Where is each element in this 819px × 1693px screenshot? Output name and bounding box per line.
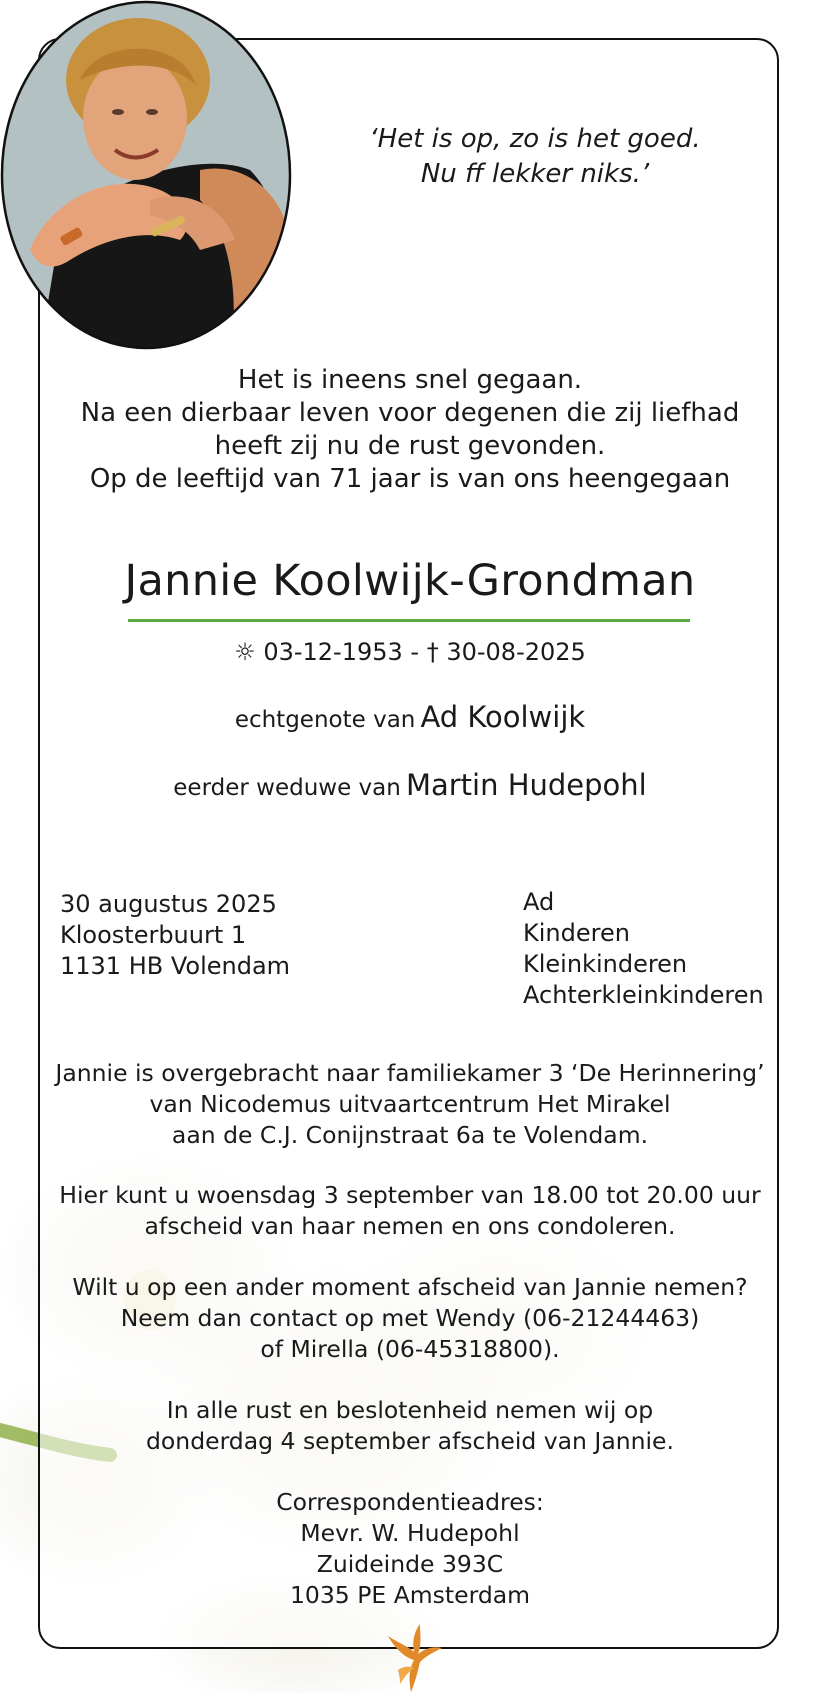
family-item: Ad [523,888,555,916]
visiting-paragraph [40,1180,780,1242]
family-item: Achterkleinkinderen [523,981,764,1009]
address-city: 1131 HB Volendam [60,952,291,980]
phoenix-logo-icon [378,1622,444,1693]
family-item: Kinderen [523,919,630,947]
address-date: 30 augustus 2025 [60,890,277,918]
spouse-line [40,700,780,734]
address-street: Kloosterbuurt 1 [60,921,247,949]
paragraph-line: Wilt u op een ander moment afscheid van Jannie nemen? [72,1273,748,1301]
widow-prefix: eerder weduwe van [173,775,401,801]
intro-line: Het is ineens snel gegaan. [237,365,583,395]
quote-line: ‘Het is op, zo is het goed. [369,124,701,154]
farewell-paragraph [40,1395,780,1457]
paragraph-line: 1035 PE Amsterdam [289,1581,531,1609]
deceased-name: Jannie Koolwijk-Grondman [124,556,696,606]
transfer-paragraph [40,1058,780,1151]
paragraph-line: Jannie is overgebracht naar familiekamer 3 ‘De Herinnering’ [55,1059,765,1087]
contact-paragraph [40,1272,780,1365]
memorial-quote [320,122,750,192]
family-list [523,887,764,1011]
spouse-prefix: echtgenote van [234,707,416,733]
paragraph-line: van Nicodemus uitvaartcentrum Het Mirakel [149,1090,671,1118]
portrait-photo [0,0,292,350]
intro-text [40,364,780,496]
paragraph-line: afscheid van haar nemen en ons condoleren. [144,1212,676,1240]
widow-name: Martin Hudepohl [405,768,647,802]
paragraph-line: Neem dan contact op met Wendy (06-21244463) [120,1304,700,1332]
family-item: Kleinkinderen [523,950,688,978]
paragraph-line: Correspondentieadres: [276,1488,544,1516]
name-underline [128,619,690,622]
quote-line: Nu ff lekker niks.’ [420,159,650,189]
paragraph-line: Hier kunt u woensdag 3 september van 18.00 tot 20.00 uur [59,1181,761,1209]
paragraph-line: donderdag 4 september afscheid van Jannie. [146,1427,674,1455]
paragraph-line: Zuideinde 393C [316,1550,504,1578]
life-dates: ☼ 03-12-1953 - † 30-08-2025 [234,638,586,666]
intro-line: heeft zij nu de rust gevonden. [214,431,606,461]
paragraph-line: of Mirella (06-45318800). [260,1335,560,1363]
paragraph-line: In alle rust en beslotenheid nemen wij op [166,1396,654,1424]
correspondence-address [40,1487,780,1611]
paragraph-line: aan de C.J. Conijnstraat 6a te Volendam. [171,1121,649,1149]
spouse-name: Ad Koolwijk [420,700,586,734]
paragraph-line: Mevr. W. Hudepohl [300,1519,520,1547]
intro-line: Op de leeftijd van 71 jaar is van ons heengegaan [89,464,731,494]
widow-line [40,768,780,802]
home-address [60,889,290,982]
intro-line: Na een dierbaar leven voor degenen die zij liefhad [80,398,740,428]
